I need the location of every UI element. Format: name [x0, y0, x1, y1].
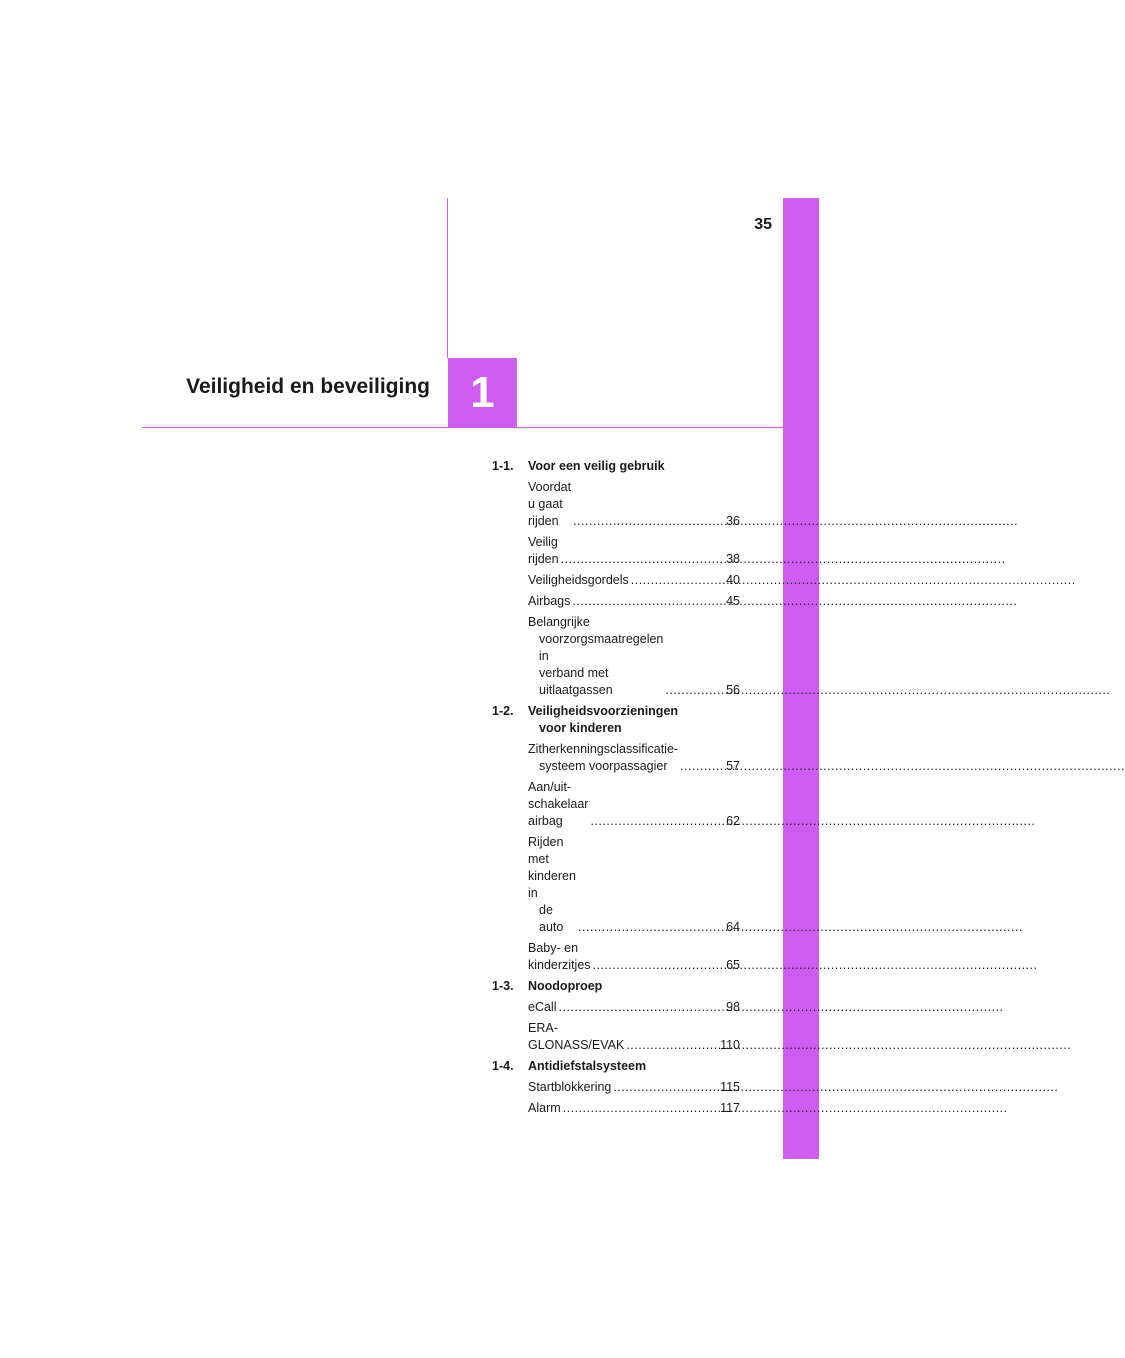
entry-title: [528, 1079, 611, 1096]
toc-entry[interactable]: [528, 479, 740, 530]
entry-title-line: systeem voorpassagier: [539, 759, 668, 773]
entry-title-line: Veiligheidsgordels: [528, 573, 629, 587]
toc-entry[interactable]: [528, 741, 740, 775]
chapter-tab-strip: [783, 198, 819, 1159]
entry-title: [528, 572, 629, 589]
dot-leader: [613, 1079, 718, 1096]
dot-leader: [559, 999, 725, 1016]
dot-leader: [590, 813, 724, 830]
dot-leader: [563, 1100, 718, 1117]
section-heading[interactable]: [492, 978, 740, 995]
section-title-line: Voor een veilig gebruik: [528, 459, 665, 473]
entry-page: 62: [726, 814, 740, 828]
toc-entry[interactable]: [528, 534, 740, 568]
toc-entry[interactable]: [528, 834, 740, 936]
entry-page: 40: [726, 573, 740, 587]
section-title-line: Antidiefstalsysteem: [528, 1059, 647, 1073]
entry-page: 38: [726, 552, 740, 566]
dot-leader: [665, 682, 724, 699]
entry-title: [528, 593, 570, 610]
entry-title: [528, 779, 588, 830]
entry-title: [528, 479, 571, 530]
page-number: 35: [754, 216, 772, 233]
entry-title-line: Rijden met kinderen in: [528, 835, 576, 900]
entry-page: 64: [726, 920, 740, 934]
entry-page: 115: [720, 1080, 740, 1094]
toc-entry[interactable]: [528, 940, 740, 974]
section-title: [528, 978, 740, 995]
dot-leader: [680, 758, 724, 775]
dot-leader: [626, 1037, 718, 1054]
entry-title: [528, 1100, 561, 1117]
entry-title-line: Belangrijke: [528, 615, 590, 629]
toc-section: [492, 978, 740, 1054]
entry-page: 117: [720, 1101, 740, 1115]
entry-page: 56: [726, 683, 740, 697]
entry-title-line: Aan/uit-schakelaar airbag: [528, 780, 589, 828]
entry-title-line: Veilig rijden: [528, 535, 559, 566]
vertical-divider: [447, 198, 448, 358]
toc-entry[interactable]: [528, 1079, 740, 1096]
entry-title-line: verband met uitlaatgassen: [539, 666, 613, 697]
entry-title-line: de auto: [539, 903, 564, 934]
section-number: 1-2.: [492, 704, 514, 718]
section-number: 1-3.: [492, 979, 514, 993]
toc-entry[interactable]: [528, 779, 740, 830]
dot-leader: [561, 551, 725, 568]
entry-title-line: voorzorgsmaatregelen in: [539, 632, 664, 663]
section-heading[interactable]: [492, 458, 740, 475]
entry-title-line: Voordat u gaat rijden: [528, 480, 572, 528]
section-title-line: voor kinderen: [539, 721, 622, 735]
table-of-contents: [492, 458, 740, 1121]
entry-title-line: Alarm: [528, 1101, 561, 1115]
entry-page: 110: [720, 1038, 740, 1052]
chapter-title: Veiligheid en beveiliging: [186, 375, 430, 398]
entry-title: [528, 940, 591, 974]
toc-entry[interactable]: [528, 614, 740, 699]
section-number: 1-1.: [492, 459, 514, 473]
entry-page: 45: [726, 594, 740, 608]
section-title-line: Veiligheidsvoorzieningen: [528, 704, 679, 718]
entry-title: [528, 1020, 624, 1054]
entry-title: [528, 614, 663, 699]
toc-entry[interactable]: [528, 1020, 740, 1054]
dot-leader: [593, 957, 725, 974]
entry-title: [528, 741, 678, 775]
toc-entry[interactable]: [528, 999, 740, 1016]
section-number: 1-4.: [492, 1059, 514, 1073]
dot-leader: [578, 919, 724, 936]
section-title: [528, 458, 740, 475]
entry-title: [528, 534, 559, 568]
entry-page: 65: [726, 958, 740, 972]
entry-title-line: Baby- en kinderzitjes: [528, 941, 591, 972]
entry-title-line: Airbags: [528, 594, 571, 608]
entry-page: 98: [726, 1000, 740, 1014]
section-title: [528, 703, 740, 737]
section-title-line: Noodoproep: [528, 979, 603, 993]
entry-title: [528, 999, 557, 1016]
section-heading[interactable]: [492, 1058, 740, 1075]
dot-leader: [631, 572, 724, 589]
entry-title-line: eCall: [528, 1000, 557, 1014]
chapter-number: 1: [470, 368, 495, 417]
toc-section: [492, 1058, 740, 1117]
dot-leader: [573, 513, 724, 530]
section-heading[interactable]: [492, 703, 740, 737]
entry-page: 36: [726, 514, 740, 528]
toc-entry[interactable]: [528, 572, 740, 589]
toc-entry[interactable]: [528, 1100, 740, 1117]
entry-title: [528, 834, 576, 936]
section-title: [528, 1058, 740, 1075]
dot-leader: [572, 593, 724, 610]
entry-title-line: Startblokkering: [528, 1080, 612, 1094]
toc-entry[interactable]: [528, 593, 740, 610]
toc-section: [492, 458, 740, 699]
entry-title-line: ERA-GLONASS/EVAK: [528, 1021, 625, 1052]
entry-title-line: Zitherkenningsclassificatie-: [528, 742, 679, 756]
chapter-number-box: [448, 358, 517, 428]
entry-page: 57: [726, 759, 740, 773]
toc-section: [492, 703, 740, 974]
